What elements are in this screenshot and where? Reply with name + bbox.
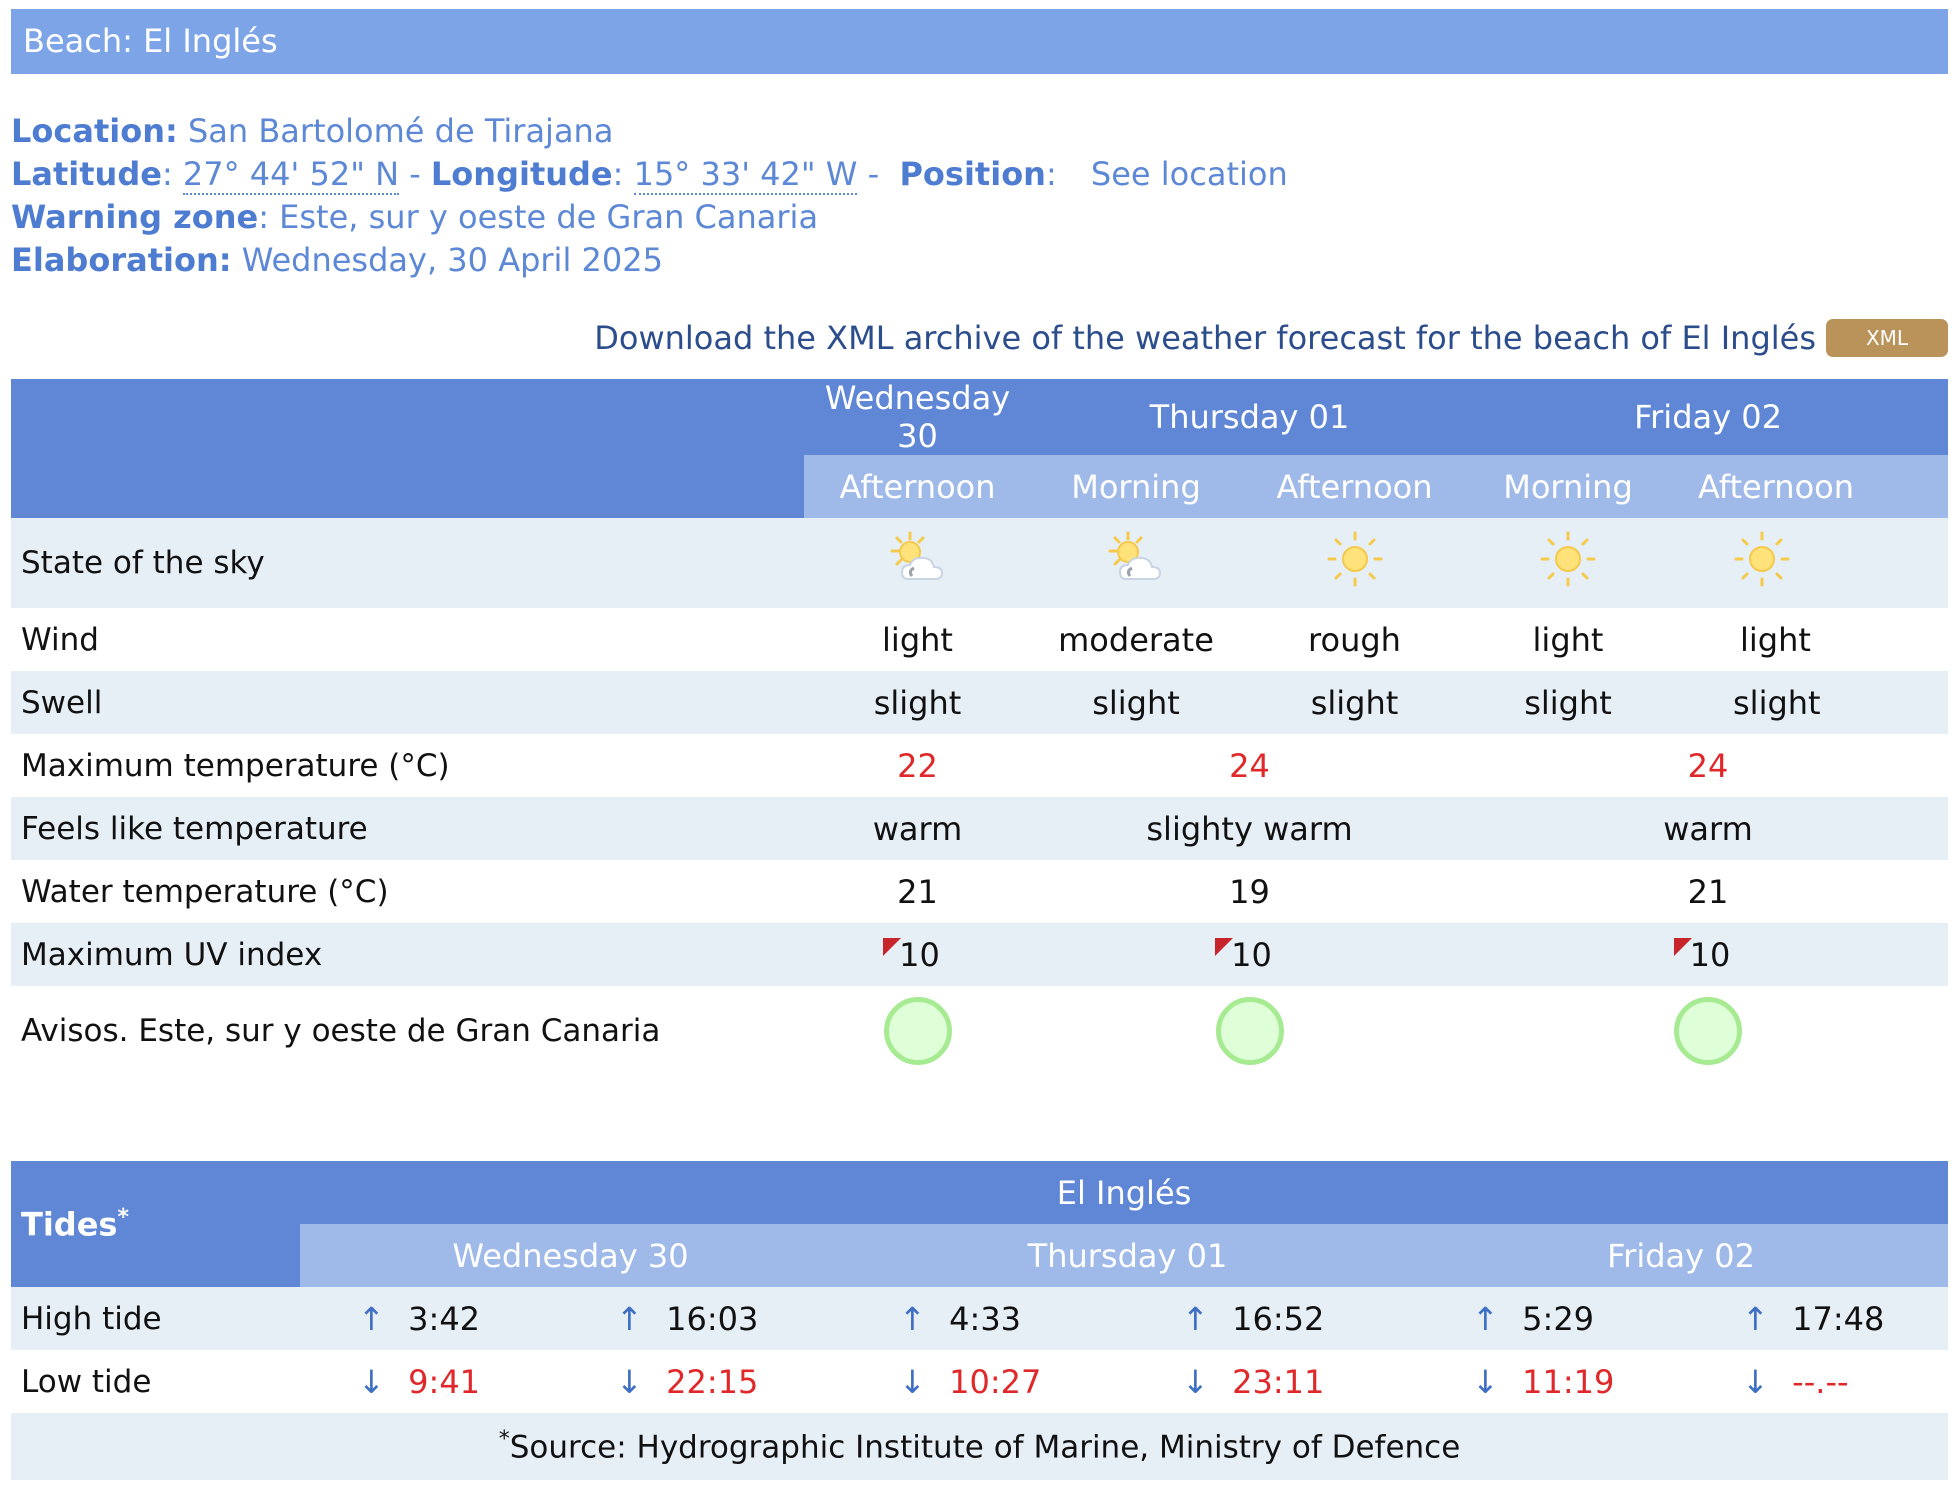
sky-cell — [804, 518, 1031, 608]
uv-number: 10 — [1689, 935, 1731, 974]
coordinates-line: Latitude: 27° 44' 52" N - Longitude: 15° 33' 42" W - Position: See location — [11, 155, 1288, 193]
sun-icon — [1730, 527, 1794, 591]
elaboration-label: Elaboration: — [11, 241, 232, 279]
low-tide-time: 10:27 — [949, 1362, 1042, 1401]
latitude-label: Latitude — [11, 155, 162, 193]
see-location-link[interactable]: See location — [1090, 155, 1288, 193]
tides-source — [11, 1413, 1948, 1480]
table-row — [11, 860, 1948, 923]
warning-status-icon[interactable] — [884, 997, 952, 1065]
arrow-up-icon: ↑ — [899, 1299, 926, 1338]
download-xml-line — [594, 318, 1948, 358]
high-tide-time: 16:52 — [1232, 1299, 1325, 1338]
low-tide-time: --.-- — [1792, 1362, 1849, 1401]
low-tide-cell — [1684, 1350, 1948, 1413]
low-tide-cell — [300, 1350, 558, 1413]
location-line — [11, 112, 613, 150]
low-tide-time: 22:15 — [666, 1362, 759, 1401]
sky-cell — [1668, 518, 1948, 608]
tides-place: El Inglés — [300, 1161, 1948, 1224]
tides-label — [11, 1161, 300, 1287]
feels-cell: warm — [804, 797, 1031, 860]
high-tide-label: High tide — [11, 1287, 300, 1350]
max-temp-cell: 24 — [1687, 746, 1729, 785]
high-tide-cell — [1414, 1287, 1684, 1350]
table-row — [11, 1350, 1948, 1413]
warning-cell — [1031, 986, 1468, 1076]
arrow-up-icon: ↑ — [616, 1299, 643, 1338]
table-row — [11, 734, 1948, 797]
position-label: Position — [899, 155, 1046, 193]
arrow-down-icon: ↓ — [1182, 1362, 1209, 1401]
low-tide-time: 9:41 — [408, 1362, 481, 1401]
uv-value — [1686, 936, 1731, 974]
table-row — [11, 518, 1948, 608]
low-tide-cell — [1124, 1350, 1414, 1413]
uv-flag-icon — [1215, 938, 1233, 956]
arrow-down-icon: ↓ — [899, 1362, 926, 1401]
warning-cell — [804, 986, 1031, 1076]
elaboration-line — [11, 241, 663, 279]
wind-cell: moderate — [1058, 620, 1214, 659]
uv-cell — [1468, 923, 1948, 986]
swell-cell: slight — [804, 671, 1031, 734]
uv-number: 10 — [899, 935, 940, 974]
tides-table — [11, 1161, 1948, 1480]
sun-icon — [1536, 527, 1600, 591]
warning-zone-value: Este, sur y oeste de Gran Canaria — [279, 198, 819, 236]
table-row — [11, 1287, 1948, 1350]
water-cell: 21 — [897, 872, 938, 911]
arrow-down-icon: ↓ — [1742, 1362, 1769, 1401]
xml-download-button[interactable]: XML — [1826, 319, 1948, 357]
max-temp-cell: 24 — [1229, 746, 1270, 785]
max-temp-cell: 22 — [897, 746, 938, 785]
high-tide-time: 3:42 — [408, 1299, 481, 1338]
period-header: Morning — [1468, 455, 1668, 518]
sky-cell — [1031, 518, 1241, 608]
warning-zone-line: Warning zone: Este, sur y oeste de Gran Canaria — [11, 198, 819, 236]
sky-cell — [1241, 518, 1468, 608]
swell-cell: slight — [1241, 671, 1468, 734]
table-row — [11, 608, 1948, 671]
tide-day-header: Friday 02 — [1414, 1224, 1948, 1287]
low-tide-time: 23:11 — [1232, 1362, 1325, 1401]
row-label-sky: State of the sky — [11, 518, 804, 608]
uv-flag-icon — [883, 938, 901, 956]
tides-asterisk: * — [117, 1204, 129, 1230]
uv-value — [1227, 936, 1272, 974]
warning-zone-label: Warning zone — [11, 198, 259, 236]
water-cell: 19 — [1229, 872, 1270, 911]
sun-cloud-icon — [1096, 527, 1176, 591]
row-label-water: Water temperature (°C) — [21, 873, 389, 910]
longitude-value: 15° 33' 42" W — [633, 155, 858, 193]
wind-cell: rough — [1308, 620, 1401, 659]
period-header: Afternoon — [1668, 455, 1948, 518]
row-label-warnings: Avisos. Este, sur y oeste de Gran Canaria — [21, 1013, 661, 1049]
sun-icon — [1323, 527, 1387, 591]
row-label-swell: Swell — [11, 671, 804, 734]
high-tide-time: 4:33 — [949, 1299, 1022, 1338]
low-tide-cell — [558, 1350, 841, 1413]
sky-cell — [1468, 518, 1668, 608]
period-header: Afternoon — [1241, 455, 1468, 518]
arrow-down-icon: ↓ — [616, 1362, 643, 1401]
arrow-up-icon: ↑ — [1742, 1299, 1769, 1338]
day-header-fri: Friday 02 — [1468, 379, 1948, 455]
source-text: Source: Hydrographic Institute of Marine, Ministry of Defence — [509, 1429, 1461, 1466]
low-tide-time: 11:19 — [1522, 1362, 1615, 1401]
uv-number: 10 — [1231, 935, 1272, 974]
low-tide-cell — [1414, 1350, 1684, 1413]
row-label-uv: Maximum UV index — [11, 923, 804, 986]
wind-cell: light — [1740, 620, 1811, 659]
low-tide-cell — [841, 1350, 1124, 1413]
feels-cell: warm — [1468, 797, 1948, 860]
elaboration-value: Wednesday, 30 April 2025 — [241, 241, 663, 279]
page-title: Beach: El Inglés — [11, 9, 1948, 74]
arrow-up-icon: ↑ — [1182, 1299, 1209, 1338]
period-header: Afternoon — [804, 455, 1031, 518]
day-header-thu: Thursday 01 — [1031, 379, 1468, 455]
table-row — [11, 671, 1948, 734]
row-label-max-temp: Maximum temperature (°C) — [21, 747, 450, 784]
wind-cell: light — [1532, 620, 1604, 659]
warning-status-icon[interactable] — [1674, 997, 1742, 1065]
high-tide-cell — [1124, 1287, 1414, 1350]
download-xml-link[interactable]: Download the XML archive of the weather forecast for the beach of El Inglés — [594, 319, 1816, 357]
arrow-up-icon: ↑ — [358, 1299, 385, 1338]
wind-cell: light — [882, 620, 953, 659]
high-tide-cell — [300, 1287, 558, 1350]
longitude-label: Longitude — [430, 155, 613, 193]
water-cell: 21 — [1687, 872, 1729, 911]
tide-day-header: Wednesday 30 — [300, 1224, 841, 1287]
source-asterisk: * — [498, 1427, 510, 1453]
day-header-wed: Wednesday 30 — [804, 379, 1031, 455]
table-row — [11, 923, 1948, 986]
warning-status-icon[interactable] — [1216, 997, 1284, 1065]
arrow-up-icon: ↑ — [1472, 1299, 1499, 1338]
arrow-down-icon: ↓ — [358, 1362, 385, 1401]
forecast-table — [11, 379, 1948, 1076]
swell-cell: slight — [1668, 671, 1948, 734]
tide-day-header: Thursday 01 — [841, 1224, 1414, 1287]
row-label-wind: Wind — [21, 621, 99, 658]
uv-cell — [1031, 923, 1468, 986]
high-tide-time: 5:29 — [1522, 1299, 1595, 1338]
high-tide-cell — [841, 1287, 1124, 1350]
low-tide-label: Low tide — [21, 1363, 152, 1400]
location-value: San Bartolomé de Tirajana — [187, 112, 614, 150]
latitude-value: 27° 44' 52" N — [182, 155, 400, 193]
table-row — [11, 986, 1948, 1076]
high-tide-time: 17:48 — [1792, 1299, 1885, 1338]
feels-cell: slighty warm — [1031, 797, 1468, 860]
warning-cell — [1468, 986, 1948, 1076]
uv-flag-icon — [1674, 938, 1692, 956]
table-row — [11, 797, 1948, 860]
uv-cell — [804, 923, 1031, 986]
uv-value — [895, 936, 940, 974]
row-label-feels: Feels like temperature — [11, 797, 804, 860]
high-tide-time: 16:03 — [666, 1299, 759, 1338]
table-row — [11, 1413, 1948, 1480]
location-label: Location: — [11, 112, 178, 150]
high-tide-cell — [1684, 1287, 1948, 1350]
high-tide-cell — [558, 1287, 841, 1350]
swell-cell: slight — [1031, 671, 1241, 734]
arrow-down-icon: ↓ — [1472, 1362, 1499, 1401]
forecast-header-blank — [11, 379, 804, 518]
period-header: Morning — [1031, 455, 1241, 518]
tides-title: Tides — [21, 1205, 118, 1244]
sun-cloud-icon — [878, 527, 958, 591]
swell-cell: slight — [1468, 671, 1668, 734]
